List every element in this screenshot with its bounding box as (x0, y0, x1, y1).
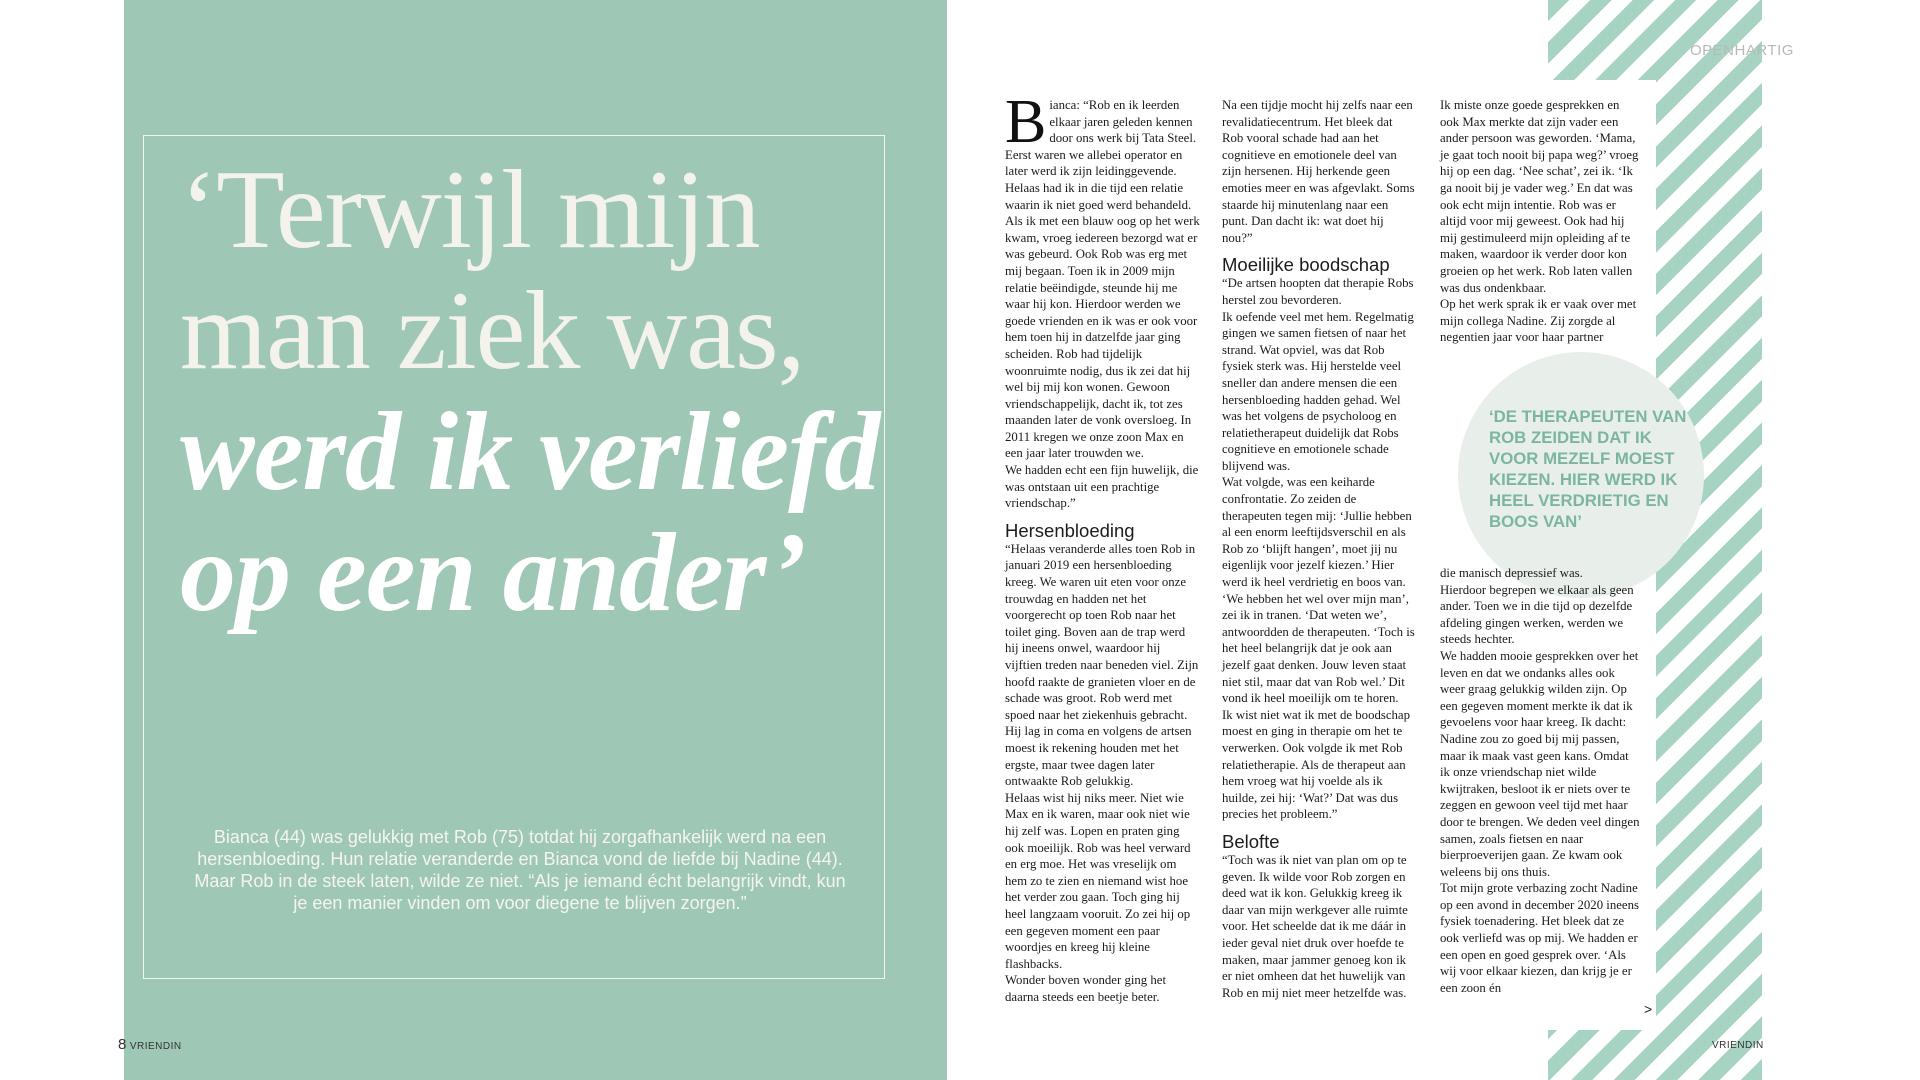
paragraph: “Toch was ik niet van plan om op te geven. Ik wilde voor Rob zorgen en deed wat ik kon. Gelukkig kreeg ik daar van mijn werkgever alle ruimte voor. Het scheelde dat ik me dáár in ieder geval niet druk over hoefde te maken, maar jammer genoeg kon ik er niet omheen dat het huwelijk van Rob en mij niet meer hetzelfde was. (1222, 852, 1408, 1000)
paragraph: “De artsen hoopten dat therapie Robs herstel zou bevorderen. (1222, 276, 1414, 307)
paragraph: Na een tijdje mocht hij zelfs naar een revalidatiecentrum. Het bleek dat Rob vooral schade had aan het cognitieve en emotionele deel van zijn hersenen. Hij herkende geen emoties meer en was afgevlakt. Soms staarde hij minutenlang naar een punt. Dan dacht ik: wat doet hij nou?” (1222, 98, 1415, 245)
paragraph: We hadden mooie gesprekken over het leven en dat we ondanks alles ook weer graag gelukkig wilden zijn. Op een gegeven moment merkte ik dat ik gevoelens voor haar kreeg. Ik dacht: Nadine zou zo goed bij mij passen, maar ik maak vast geen kans. Omdat ik onze vriendschap niet wilde kwijtraken, besloot ik er niets over te zeggen en gewoon veel tijd met haar door te brengen. We deden veel dingen samen, zoals fietsen en naar bierproeverijen gaan. Ze kwam ook weleens bij ons thuis. (1440, 648, 1640, 879)
section-tag: OPENHARTIG (1690, 42, 1794, 59)
pull-quote: ‘DE THERAPEUTEN VAN ROB ZEIDEN DAT IK VOOR MEZELF MOEST KIEZEN. HIER WERD IK HEEL VERDRIETIG EN BOOS VAN’ (1489, 407, 1687, 531)
paragraph: Helaas wist hij niks meer. Niet wie Max en ik waren, maar ook niet wie hij zelf was. Lopen en praten ging ook moeilijk. Rob was heel verward en erg moe. Het was vreselijk om hem zo te zien en niemand wist hoe het verder zou gaan. Toch ging hij heel langzaam vooruit. Zo zei hij op een gegeven moment een paar woordjes en kreeg hij kleine flashbacks. (1005, 790, 1191, 971)
paragraph: We hadden echt een fijn huwelijk, die was ontstaan uit een prachtige vriendschap.” (1005, 463, 1199, 511)
article-column-3-bottom (1440, 565, 1640, 996)
article-column-2 (1222, 97, 1417, 1001)
paragraph: ianca: “Rob en ik leerden elkaar jaren geleden kennen door ons werk bij Tata Steel. Eerst waren we allebei operator en later werd ik zijn leidinggevende. Helaas had ik in die tijd een relatie waarin ik niet goed werd behandeld. Als ik met een blauw oog op het werk kwam, vroeg iedereen bezorgd wat er was gebeurd. Ook Rob was erg met mij begaan. Toen ik in 2009 mijn relatie beëindigde, steunde hij me waar hij kon. Hierdoor werden we goede vrienden en ik was er ook voor hem toen hij in datzelfde jaar ging scheiden. Rob had tijdelijk woonruimte nodig, dus ik zei dat hij wel bij mij kon wonen. Gewoon vriendschappelijk, dacht ik, tot zes maanden later de vonk oversloeg. In 2011 kregen we onze zoon Max en een jaar later trouwden we. (1005, 98, 1200, 461)
subheading-moeilijke-boodschap: Moeilijke boodschap (1222, 254, 1390, 276)
subheading-belofte: Belofte (1222, 830, 1280, 852)
article-column-3-top (1440, 97, 1640, 346)
paragraph: Op het werk sprak ik er vaak over met mijn collega Nadine. Zij zorgde al negentien jaar voor haar partner (1440, 297, 1637, 345)
paragraph: Tot mijn grote verbazing zocht Nadine op een avond in december 2020 ineens fysiek toenadering. Het bleek dat ze ook verliefd was op mij. We hadden er een open en goed gesprek over. ‘Als wij voor elkaar kiezen, dan krijg je er een zoon én (1440, 881, 1639, 995)
paragraph: Wonder boven wonder ging het daarna steeds een beetje beter. (1005, 973, 1167, 1004)
paragraph: Ik oefende veel met hem. Regelmatig gingen we samen fietsen of naar het strand. Wat opviel, was dat Rob fysiek sterk was. Hij herstelde veel sneller dan andere mensen die een hersenbloeding hadden gehad. Wel was het volgens de psycholoog en relatietherapeut duidelijk dat Robs cognitieve en emotionele schade blijvend was. (1222, 309, 1414, 473)
intro-text: Bianca (44) was gelukkig met Rob (75) totdat hij zorgafhankelijk werd na een hersenbloeding. Hun relatie veranderde en Bianca vond de liefde bij Nadine (44). Maar Rob in de steek laten, wilde ze niet. “Als je iemand écht belangrijk vindt, kun je een manier vinden om voor diegene te blijven zorgen.” (194, 827, 846, 913)
paragraph: Hierdoor begrepen we elkaar als geen ander. Toen we in die tijd op dezelfde afdeling gingen werken, werden we steeds hechter. (1440, 582, 1634, 647)
magazine-name-right: VRIENDIN (1712, 1040, 1764, 1051)
paragraph: Ik miste onze goede gesprekken en ook Max merkte dat zijn vader een ander persoon was geworden. ‘Mama, je gaat toch nooit bij papa weg?’ vroeg hij op een dag. ‘Nee schat’, zei ik. ‘Ik ga nooit bij je vader weg.’ En dat was ook echt mijn intentie. Rob was er altijd voor mij geweest. Ook had hij mij gestimuleerd mijn opleiding af te maken, waardoor ik verder door kon groeien op het werk. Rob laten vallen was dus ondenkbaar. (1440, 98, 1639, 295)
subheading-hersenbloeding: Hersenbloeding (1005, 519, 1135, 541)
paragraph: Ik wist niet wat ik met de boodschap moest en ging in therapie om het te verwerken. Ook volgde ik met Rob relatietherapie. Als de therapeut aan hem vroeg wat hij voelde als ik huilde, zei hij: ‘Wat?’ Dat was dus precies het probleem.” (1222, 707, 1411, 822)
paragraph: Wat volgde, was een keiharde confrontatie. Zo zeiden de therapeuten tegen mij: ‘Jullie hebben al een enorm leeftijdsverschil en als Rob zo ‘blijft hangen’, moet jij nu eigenlijk voor jezelf kiezen.’ Hier werd ik heel verdrietig en boos van. ‘We hebben het wel over mijn man’, zei ik in tranen. ‘Dat weten we’, antwoordden de therapeuten. ‘Toch is het heel belangrijk dat je ook aan jezelf gaat denken. Jouw leven staat niet stil, maar dat van Rob wel.’ Dit vond ik heel moeilijk om te horen. (1222, 475, 1415, 706)
folio-left (118, 1036, 182, 1053)
headline (180, 150, 880, 634)
headline-bold: werd ik verliefd op een ander’ (180, 390, 880, 635)
drop-cap: B (1005, 88, 1047, 156)
magazine-name-left: VRIENDIN (129, 1041, 182, 1052)
paragraph: “Helaas veranderde alles toen Rob in januari 2019 een hersenbloeding kreeg. We waren uit eten voor onze trouwdag en hadden net het voorgerecht op toen Rob naar het toilet ging. Boven aan de trap werd hij ineens onwel, waardoor hij vijftien treden naar beneden viel. Zijn hoofd raakte de granieten vloer en de schade was groot. Rob werd met spoed naar het ziekenhuis gebracht. Hij lag in coma en volgens de artsen moest ik rekening houden met het ergste, maar twee dagen later ontwaakte Rob gelukkig. (1005, 541, 1199, 789)
continue-arrow-icon: > (1644, 1001, 1653, 1017)
page-number: 8 (118, 1036, 127, 1053)
article-column-1 (1005, 88, 1200, 1005)
headline-regular: ‘Terwijl mijn man ziek was, (180, 148, 805, 393)
paragraph: die manisch depressief was. (1440, 566, 1583, 580)
